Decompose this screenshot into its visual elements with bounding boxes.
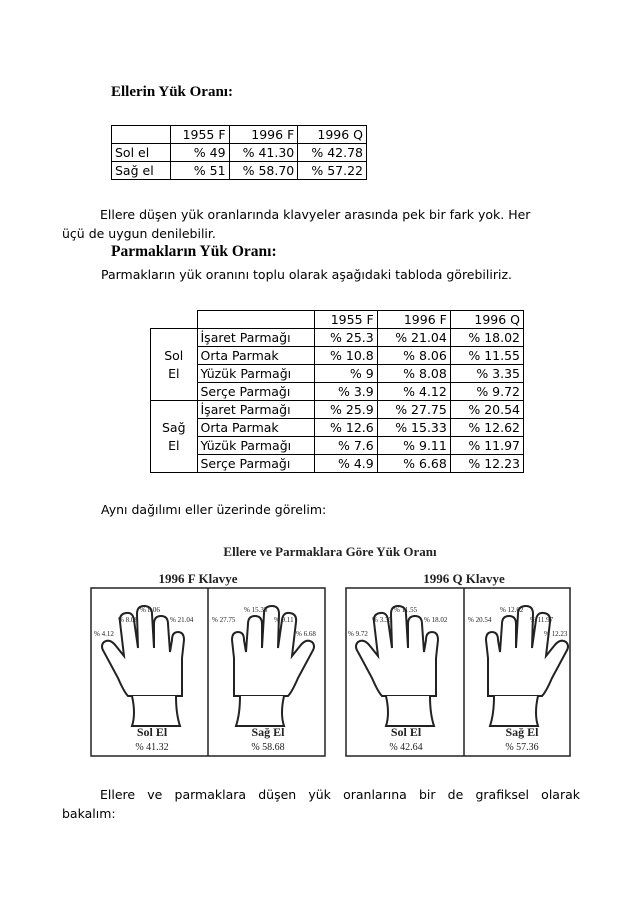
finger-value: % 11.97 — [530, 616, 554, 624]
hand-group-label — [151, 329, 198, 401]
table-row — [151, 455, 524, 473]
finger-name: Serçe Parmağı — [197, 455, 314, 473]
table-row — [151, 383, 524, 401]
hand-load-table — [111, 125, 367, 180]
finger-name: Yüzük Parmağı — [197, 437, 314, 455]
hand-illustration — [102, 606, 184, 726]
table-row — [112, 162, 367, 180]
table-cell: % 3.9 — [314, 383, 377, 401]
table-header-cell: 1955 F — [171, 126, 230, 144]
hand-label: Sol El — [136, 725, 168, 739]
section-title-hands: Ellerin Yük Oranı: — [111, 84, 233, 100]
table-cell: % 49 — [171, 144, 230, 162]
finger-name: Yüzük Parmağı — [197, 365, 314, 383]
table-header-cell: 1996 Q — [450, 311, 523, 329]
table-header-cell: 1996 Q — [298, 126, 367, 144]
table-cell: % 42.78 — [298, 144, 367, 162]
table-row — [151, 401, 524, 419]
paragraph-line: üçü de uygun denilebilir. — [62, 226, 216, 241]
finger-value: % 21.04 — [170, 616, 194, 624]
hand-label-line: El — [168, 365, 180, 381]
hand-label: Sağ El — [505, 725, 539, 739]
finger-value: % 27.75 — [212, 616, 236, 624]
figure-title: Ellere ve Parmaklara Göre Yük Oranı — [223, 544, 437, 559]
table-cell: % 12.62 — [450, 419, 523, 437]
table-cell: % 4.12 — [377, 383, 450, 401]
table-cell: % 4.9 — [314, 455, 377, 473]
table-row — [112, 144, 367, 162]
table-row — [151, 419, 524, 437]
finger-name: Orta Parmak — [197, 347, 314, 365]
table-cell: % 12.23 — [450, 455, 523, 473]
table-cell: % 18.02 — [450, 329, 523, 347]
table-cell: % 57.22 — [298, 162, 367, 180]
finger-value: % 11.55 — [394, 606, 418, 614]
panel-title: 1996 Q Klavye — [423, 571, 505, 586]
table-cell: % 9 — [314, 365, 377, 383]
table-cell: % 27.75 — [377, 401, 450, 419]
finger-value: % 18.02 — [424, 616, 448, 624]
table-cell: % 12.6 — [314, 419, 377, 437]
panel-title: 1996 F Klavye — [158, 571, 238, 586]
finger-value: % 3.35 — [372, 616, 392, 624]
hand-illustration — [356, 606, 438, 726]
hand-label: Sağ El — [251, 725, 285, 739]
fingers-intro: Parmakların yük oranını toplu olarak aşağıdaki tabloda görebiliriz. — [101, 267, 512, 282]
finger-name: İşaret Parmağı — [197, 401, 314, 419]
paragraph-line: bakalım: — [62, 806, 116, 821]
hand-label: Sol El — [390, 725, 422, 739]
table-cell: % 15.33 — [377, 419, 450, 437]
section-title-fingers: Parmakların Yük Oranı: — [111, 243, 277, 260]
table-cell: % 20.54 — [450, 401, 523, 419]
hand-label-line: Sol — [164, 347, 184, 363]
table-header-row — [151, 311, 524, 329]
table-row — [151, 347, 524, 365]
table-cell: % 9.11 — [377, 437, 450, 455]
hand-illustration — [486, 606, 568, 726]
figure-intro: Aynı dağılımı eller üzerinde görelim: — [101, 502, 327, 517]
table-row — [151, 365, 524, 383]
table-header-cell: 1955 F — [314, 311, 377, 329]
table-cell: % 8.06 — [377, 347, 450, 365]
finger-value: % 20.54 — [468, 616, 492, 624]
finger-value: % 15.33 — [244, 606, 268, 614]
hand-illustration — [232, 606, 314, 726]
row-label: Sağ el — [112, 162, 171, 180]
hand-total: % 41.32 — [135, 742, 169, 753]
table-cell: % 11.55 — [450, 347, 523, 365]
hand-total: % 42.64 — [389, 742, 423, 753]
table-cell: % 41.30 — [229, 144, 298, 162]
table-row — [151, 437, 524, 455]
table-header-row — [112, 126, 367, 144]
table-cell: % 25.9 — [314, 401, 377, 419]
table-cell: % 8.08 — [377, 365, 450, 383]
finger-value: % 6.68 — [296, 630, 316, 638]
finger-value: % 9.72 — [348, 630, 368, 638]
paragraph-line: Ellere düşen yük oranlarında klavyeler arasında pek bir fark yok. Her — [100, 207, 531, 222]
hand-group-label — [151, 401, 198, 473]
table-header-cell — [112, 126, 171, 144]
closing-paragraph — [62, 785, 580, 823]
table-cell: % 11.97 — [450, 437, 523, 455]
table-header-cell — [151, 311, 198, 329]
table-row — [151, 329, 524, 347]
table-header-cell — [197, 311, 314, 329]
hands-figure — [88, 540, 572, 758]
table-cell: % 10.8 — [314, 347, 377, 365]
table-header-cell: 1996 F — [229, 126, 298, 144]
hand-label-line: El — [168, 437, 180, 453]
table-cell: % 21.04 — [377, 329, 450, 347]
table-cell: % 51 — [171, 162, 230, 180]
paragraph-hands — [62, 205, 582, 243]
table-cell: % 6.68 — [377, 455, 450, 473]
hand-total: % 58.68 — [251, 742, 285, 753]
finger-value: % 8.08 — [118, 616, 138, 624]
finger-name: Orta Parmak — [197, 419, 314, 437]
finger-value: % 4.12 — [94, 630, 114, 638]
table-cell: % 25.3 — [314, 329, 377, 347]
finger-name: İşaret Parmağı — [197, 329, 314, 347]
table-cell: % 3.35 — [450, 365, 523, 383]
finger-value: % 8.06 — [140, 606, 160, 614]
finger-load-table — [150, 310, 524, 473]
finger-value: % 9.11 — [274, 616, 294, 624]
table-header-cell: 1996 F — [377, 311, 450, 329]
paragraph-line: Ellere ve parmaklara düşen yük oranlarına bir de grafiksel olarak — [100, 787, 580, 802]
table-cell: % 7.6 — [314, 437, 377, 455]
table-cell: % 9.72 — [450, 383, 523, 401]
finger-value: % 12.23 — [544, 630, 568, 638]
table-cell: % 58.70 — [229, 162, 298, 180]
finger-name: Serçe Parmağı — [197, 383, 314, 401]
hand-label-line: Sağ — [161, 419, 186, 435]
row-label: Sol el — [112, 144, 171, 162]
finger-value: % 12.62 — [500, 606, 524, 614]
hand-total: % 57.36 — [505, 742, 539, 753]
